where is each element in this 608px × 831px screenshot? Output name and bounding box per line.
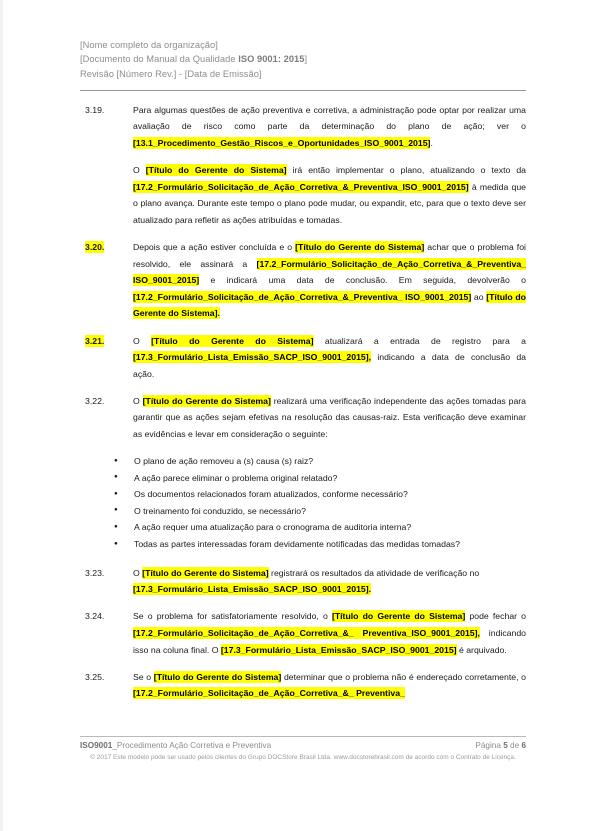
clause-text: registrará os resultados da atividade de verificação no [268, 567, 480, 578]
ref-titulo-gerente-sistema: [Título do Gerente do Sistema] [153, 671, 282, 682]
header-divider [80, 90, 526, 91]
clause-body [133, 102, 526, 229]
clause-text-tail: indicando a data de conclusão da ação. [133, 352, 526, 379]
clause-text: achar que o problema foi resolvido, ele assinará a [133, 242, 526, 269]
clause-text: indicando isso na coluna final. O [133, 627, 526, 655]
footer-divider [80, 736, 526, 737]
clause-text: determinar que o problema não é endereçado corretamente, o [281, 671, 526, 682]
clause-3-23 [80, 565, 526, 598]
clause-text-tail: à medida que o plano avança. Durante este tempo o plano pode mudar, ou expandir, etc, para que o texto deve ser atualizado para refletir as ações atribuídas e tomadas. [133, 181, 526, 225]
clause-text: O [133, 395, 143, 406]
clause-number-text: 3.25. [85, 671, 105, 682]
clause-number [80, 239, 133, 256]
list-item: ● O plano de ação removeu a (s) causa (s) raiz? [112, 453, 526, 470]
clause-number-text: 3.22. [85, 395, 105, 406]
ref-13-1-procedimento-gestao-riscos: [13.1_Procedimento_Gestão_Riscos_e_Oportunidades_ISO_9001_2015] [133, 138, 431, 149]
clause-text: Se o [133, 671, 154, 682]
list-item: ● A ação parece eliminar o problema original relatado? [112, 470, 526, 487]
clause-text: e indicará uma data de conclusão. Em seguida, devolverão o [199, 275, 526, 286]
clause-number-text: 3.20. [85, 242, 105, 253]
ref-17-2-formulario-solicitacao-cont: 2015] [446, 181, 469, 192]
clause-number-text: 3.23. [85, 567, 105, 578]
ref-17-2-formulario-solicitacao-2-cont: Preventiva_ ISO_9001_2015] [353, 291, 472, 302]
clause-3-22 [80, 393, 526, 443]
ref-17-2-formulario-solicitacao-2: [17.2_Formulário_Solicitação_de_Ação_Corretiva_&_ [133, 291, 354, 302]
clause-number-text: 3.24. [85, 611, 105, 622]
footer-page-of: de [507, 741, 522, 750]
clause-text-tail: realizará uma verificação independente das ações tomadas para garantir que as ações sejam efetivas na resolução das causas-raiz. Esta verificação deve examinar as evidências e levar em consideração o seguinte: [133, 395, 527, 439]
ref-titulo-gerente-sistema: [Título do Gerente do Sistema] [142, 567, 269, 578]
clause-list [80, 102, 526, 702]
ref-titulo-gerente-sistema: [Título do Gerente do Sistema] [142, 395, 271, 406]
ref-17-3-formulario-lista-emissao: [17.3_Formulário_Lista_Emissão_SACP_ISO_9001_2015]. [133, 584, 372, 595]
footer-copyright: © 2017 Este modelo pode ser usado pelos clientes do Grupo DOCStore Brasil Ltda. www.docstorebrasil.com de acordo com o Contrato de Licença. [90, 753, 516, 761]
ref-17-3-formulario-lista-emissao-cont: SACP_ISO_9001_2015] [361, 644, 457, 655]
header-document-prefix: [Documento do Manual da Qualidade [80, 54, 239, 65]
clause-text-tail: . [430, 138, 433, 149]
clause-3-21 [80, 333, 526, 383]
clause-text: Para algumas questões de ação preventiva e corretiva, a administração pode optar por realizar uma avaliação de risco como parte da determinação do plano de ação; ver o [133, 104, 526, 132]
clause-3-19-sub [133, 162, 526, 228]
footer-current-page: 5 [503, 741, 508, 750]
list-item: ● O treinamento foi conduzido, se necessário? [112, 503, 526, 520]
clause-number [80, 669, 133, 686]
list-item: ● A ação requer uma atualização para o cronograma de auditoria interna? [112, 519, 526, 536]
ref-titulo-gerente-sistema: [Título do Gerente do Sistema] [295, 242, 425, 253]
document-footer [80, 736, 526, 761]
clause-3-20 [80, 239, 526, 322]
clause-3-24 [80, 608, 526, 658]
ref-17-2-formulario-solicitacao-cont: de_Ação_Corretiva_&_Preventiva_ ISO_9001_2015] [133, 258, 526, 286]
clause-text: Se o problema for satisfatoriamente resolvido, o [133, 611, 332, 622]
ref-17-2-formulario-solicitacao-cont: 9001_2015], [431, 627, 480, 638]
header-document-line [80, 52, 526, 66]
document-header [80, 38, 526, 81]
clause-number-text: 3.19. [85, 104, 105, 115]
ref-17-3-formulario-lista-emissao: [17.3_Formulário_Lista_Emissão_SACP_ISO_9001_2015], [133, 352, 372, 363]
footer-document-title [80, 741, 271, 750]
clause-number [80, 393, 133, 410]
clause-text: atualizará a entrada de registro para a [313, 335, 527, 346]
ref-17-3-formulario-lista-emissao: [17.3_Formulário_Lista_Emissão_ [220, 644, 362, 655]
footer-procedure-name: _Procedimento Ação Corretiva e Preventiva [112, 741, 272, 750]
ref-titulo-gerente-sistema-2: [Título do Gerente do Sistema]. [133, 291, 526, 319]
clause-text: ao [471, 291, 487, 302]
footer-total-pages: 6 [521, 741, 526, 750]
clause-body [133, 333, 526, 383]
clause-number [80, 608, 133, 625]
clause-text: pode fechar o [465, 611, 527, 622]
ref-titulo-gerente-sistema: [Título do Gerente do Sistema] [331, 611, 466, 622]
clause-number [80, 102, 133, 119]
page-content [80, 38, 526, 712]
clause-text: O [133, 165, 146, 176]
clause-text: O [133, 335, 152, 346]
clause-body [133, 393, 526, 443]
ref-17-2-formulario-solicitacao: [17.2_Formulário_Solicitação_de_Ação_Corretiva_&_ Preventiva_ [133, 688, 405, 699]
clause-number [80, 333, 133, 350]
header-standard-name: ISO 9001: 2015 [238, 54, 305, 65]
clause-body [133, 239, 526, 322]
footer-main-row [80, 741, 526, 750]
ref-17-2-formulario-solicitacao: [17.2_Formulário_Solicitação_de_Ação_Corretiva_&_ Preventiva_ISO_ [133, 627, 432, 638]
list-item: ● Todas as partes interessadas foram devidamente notificadas das medidas tomadas? [112, 536, 526, 553]
ref-titulo-gerente-sistema: [Título do Gerente do Sistema] [145, 165, 287, 176]
clause-number-text: 3.21. [85, 335, 105, 346]
clause-text: O [133, 567, 143, 578]
clause-text: irá então implementar o plano, atualizando o texto da [286, 165, 527, 176]
page-left-edge [0, 0, 3, 831]
clause-number [80, 565, 133, 582]
verification-checklist [80, 453, 526, 553]
footer-page-indicator [475, 741, 526, 750]
clause-3-19 [80, 102, 526, 229]
header-revision-line: Revisão [Número Rev.] - [Data de Emissão] [80, 68, 262, 79]
list-item: ● Os documentos relacionados foram atualizados, conforme necessário? [112, 486, 526, 503]
clause-text: Depois que a ação estiver concluída e o [133, 242, 296, 253]
header-organization-line: [Nome completo da organização] [80, 40, 218, 50]
footer-standard-code: ISO9001 [80, 741, 113, 750]
header-document-suffix: ] [304, 54, 308, 65]
clause-3-25 [80, 669, 526, 702]
clause-body [133, 669, 526, 702]
clause-text-tail: é arquivado. [456, 644, 507, 655]
clause-body [133, 608, 526, 658]
ref-17-2-formulario-solicitacao: [17.2_Formulário_Solicitação_ [256, 258, 383, 269]
footer-page-label: Página [475, 741, 504, 750]
ref-17-2-formulario-solicitacao: [17.2_Formulário_Solicitação_de_Ação_Corretiva_&_Preventiva_ISO_9001_ [133, 181, 447, 192]
clause-body [133, 565, 526, 598]
ref-titulo-gerente-sistema: [Título do Gerente do Sistema] [151, 335, 314, 346]
